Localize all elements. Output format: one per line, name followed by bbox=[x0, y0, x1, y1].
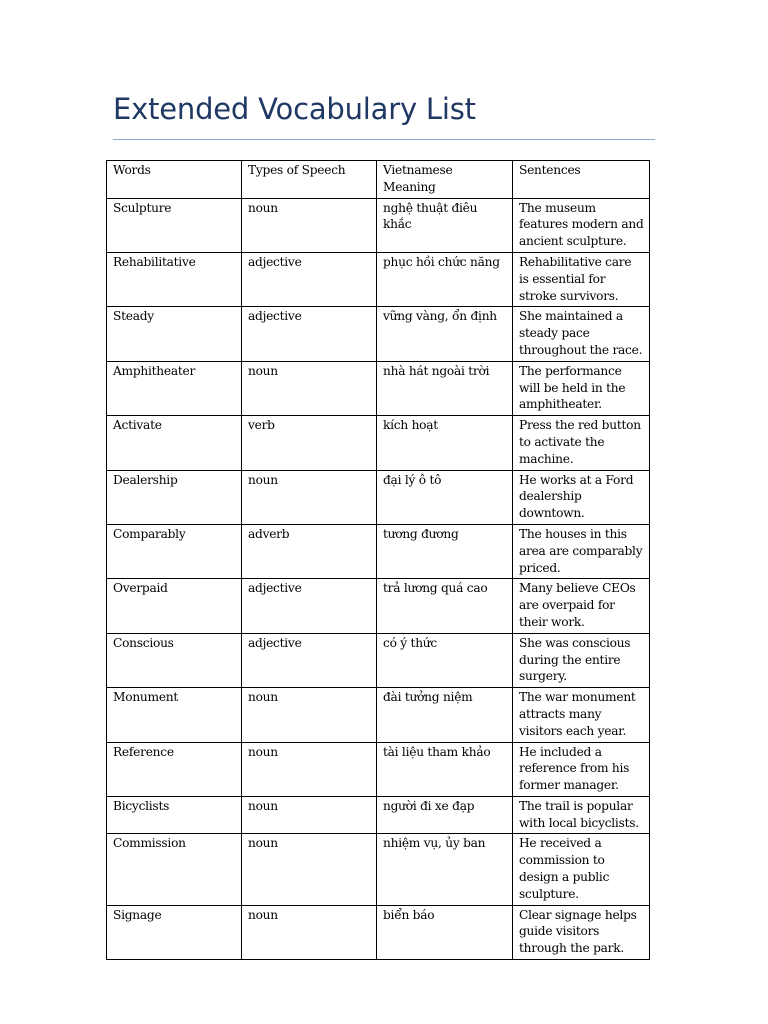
part-of-speech-cell: adverb bbox=[242, 524, 377, 578]
vietnamese-meaning-cell: vững vàng, ổn định bbox=[377, 307, 513, 361]
example-sentence-cell: Clear signage helps guide visitors through the park. bbox=[513, 905, 650, 959]
example-sentence-cell: Press the red button to activate the machine. bbox=[513, 416, 650, 470]
word-cell: Dealership bbox=[107, 470, 242, 524]
example-sentence-cell: The war monument attracts many visitors each year. bbox=[513, 688, 650, 742]
vietnamese-meaning-cell: tài liệu tham khảo bbox=[377, 742, 513, 796]
word-cell: Sculpture bbox=[107, 198, 242, 252]
vietnamese-meaning-cell: kích hoạt bbox=[377, 416, 513, 470]
word-cell: Rehabilitative bbox=[107, 252, 242, 306]
column-header-types-of-speech: Types of Speech bbox=[242, 161, 377, 199]
example-sentence-cell: The museum features modern and ancient sculpture. bbox=[513, 198, 650, 252]
word-cell: Activate bbox=[107, 416, 242, 470]
example-sentence-cell: Many believe CEOs are overpaid for their work. bbox=[513, 579, 650, 633]
vietnamese-meaning-cell: đài tưởng niệm bbox=[377, 688, 513, 742]
table-row bbox=[107, 579, 650, 633]
table-row bbox=[107, 307, 650, 361]
word-cell: Conscious bbox=[107, 633, 242, 687]
word-cell: Commission bbox=[107, 834, 242, 905]
part-of-speech-cell: noun bbox=[242, 688, 377, 742]
table-row bbox=[107, 796, 650, 834]
word-cell: Amphitheater bbox=[107, 361, 242, 415]
part-of-speech-cell: adjective bbox=[242, 579, 377, 633]
table-row bbox=[107, 633, 650, 687]
table-row bbox=[107, 198, 650, 252]
example-sentence-cell: He included a reference from his former manager. bbox=[513, 742, 650, 796]
example-sentence-cell: The houses in this area are comparably priced. bbox=[513, 524, 650, 578]
column-header-sentences: Sentences bbox=[513, 161, 650, 199]
column-header-vietnamese-meaning: Vietnamese Meaning bbox=[377, 161, 513, 199]
title-underline bbox=[113, 139, 655, 140]
table-row bbox=[107, 905, 650, 959]
vietnamese-meaning-cell: có ý thức bbox=[377, 633, 513, 687]
word-cell: Steady bbox=[107, 307, 242, 361]
example-sentence-cell: The performance will be held in the amphitheater. bbox=[513, 361, 650, 415]
word-cell: Signage bbox=[107, 905, 242, 959]
vietnamese-meaning-cell: người đi xe đạp bbox=[377, 796, 513, 834]
table-row bbox=[107, 416, 650, 470]
word-cell: Monument bbox=[107, 688, 242, 742]
part-of-speech-cell: noun bbox=[242, 834, 377, 905]
vietnamese-meaning-cell: nghệ thuật điêu khắc bbox=[377, 198, 513, 252]
vietnamese-meaning-cell: đại lý ô tô bbox=[377, 470, 513, 524]
word-cell: Overpaid bbox=[107, 579, 242, 633]
vietnamese-meaning-cell: nhà hát ngoài trời bbox=[377, 361, 513, 415]
table-header-row bbox=[107, 161, 650, 199]
table-row bbox=[107, 742, 650, 796]
vietnamese-meaning-cell: trả lương quá cao bbox=[377, 579, 513, 633]
example-sentence-cell: She maintained a steady pace throughout the race. bbox=[513, 307, 650, 361]
example-sentence-cell: She was conscious during the entire surgery. bbox=[513, 633, 650, 687]
example-sentence-cell: The trail is popular with local bicyclists. bbox=[513, 796, 650, 834]
table-body bbox=[107, 198, 650, 959]
column-header-words: Words bbox=[107, 161, 242, 199]
table-row bbox=[107, 252, 650, 306]
part-of-speech-cell: noun bbox=[242, 905, 377, 959]
example-sentence-cell: He received a commission to design a public sculpture. bbox=[513, 834, 650, 905]
table-row bbox=[107, 361, 650, 415]
example-sentence-cell: He works at a Ford dealership downtown. bbox=[513, 470, 650, 524]
table-row bbox=[107, 524, 650, 578]
part-of-speech-cell: noun bbox=[242, 361, 377, 415]
part-of-speech-cell: noun bbox=[242, 742, 377, 796]
word-cell: Reference bbox=[107, 742, 242, 796]
word-cell: Bicyclists bbox=[107, 796, 242, 834]
part-of-speech-cell: noun bbox=[242, 796, 377, 834]
part-of-speech-cell: noun bbox=[242, 470, 377, 524]
table-row bbox=[107, 688, 650, 742]
vietnamese-meaning-cell: biển báo bbox=[377, 905, 513, 959]
part-of-speech-cell: adjective bbox=[242, 307, 377, 361]
table-row bbox=[107, 834, 650, 905]
vietnamese-meaning-cell: nhiệm vụ, ủy ban bbox=[377, 834, 513, 905]
part-of-speech-cell: adjective bbox=[242, 252, 377, 306]
table-row bbox=[107, 470, 650, 524]
part-of-speech-cell: adjective bbox=[242, 633, 377, 687]
part-of-speech-cell: verb bbox=[242, 416, 377, 470]
vocabulary-table bbox=[106, 160, 650, 960]
vietnamese-meaning-cell: tương đương bbox=[377, 524, 513, 578]
example-sentence-cell: Rehabilitative care is essential for stroke survivors. bbox=[513, 252, 650, 306]
word-cell: Comparably bbox=[107, 524, 242, 578]
vietnamese-meaning-cell: phục hồi chức năng bbox=[377, 252, 513, 306]
part-of-speech-cell: noun bbox=[242, 198, 377, 252]
document-title: Extended Vocabulary List bbox=[113, 92, 476, 126]
